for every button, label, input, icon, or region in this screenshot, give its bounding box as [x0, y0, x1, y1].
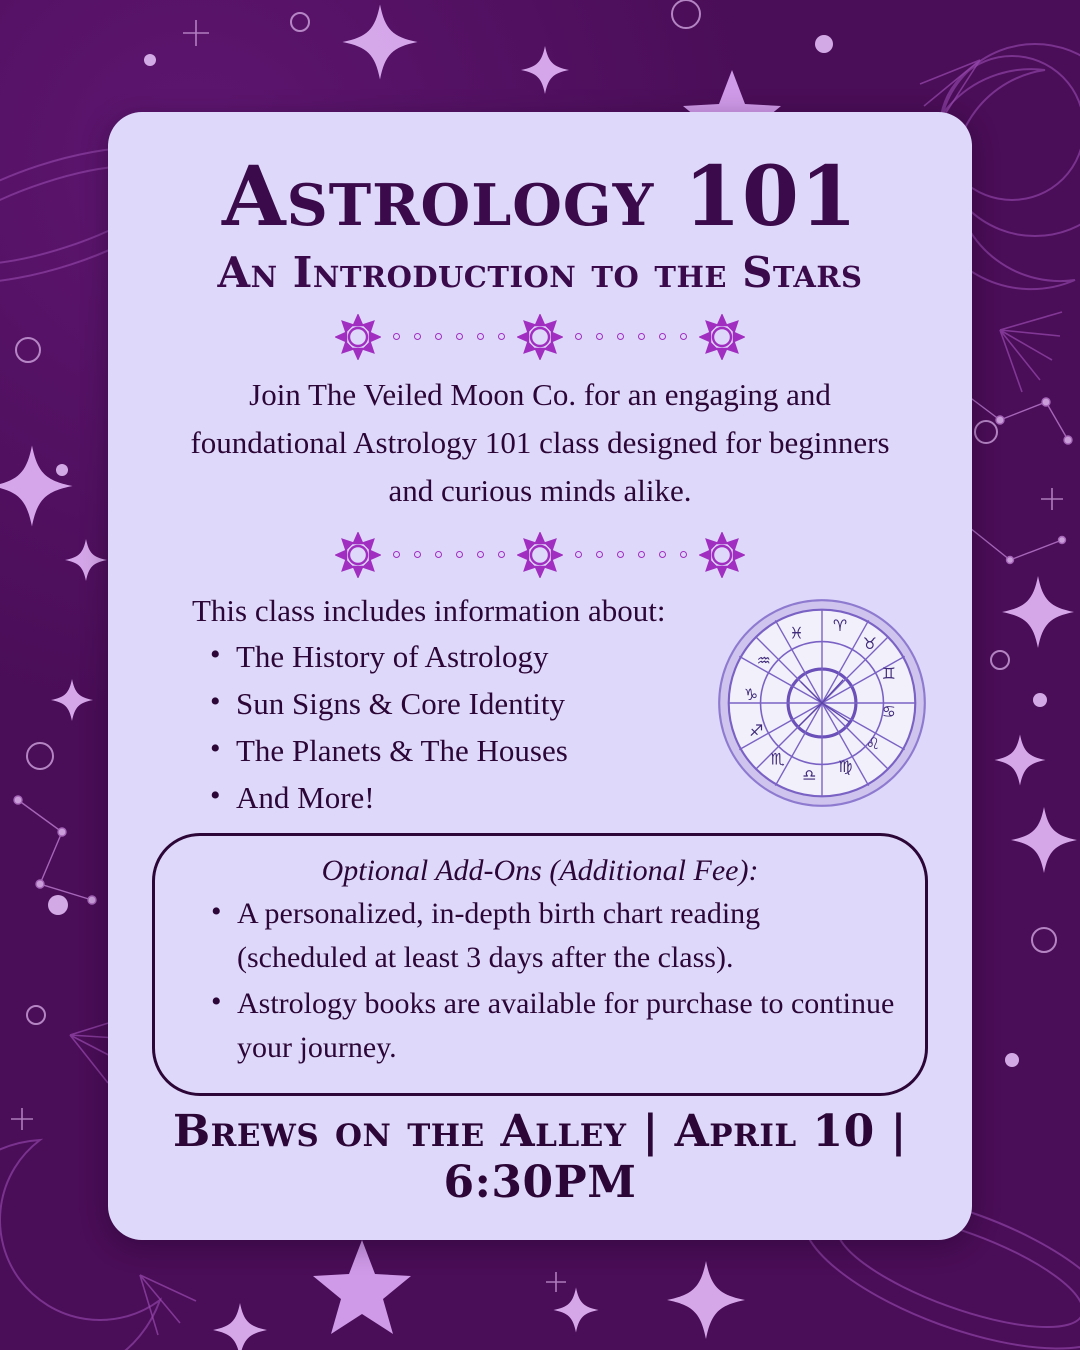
addons-box — [152, 833, 928, 1096]
dot-icon — [498, 551, 505, 558]
includes-list — [170, 633, 716, 821]
includes-heading: This class includes information about: — [192, 592, 666, 628]
svg-text:♈: ♈ — [832, 615, 848, 635]
event-details: Brews on the Alley | April 10 | 6:30PM — [172, 1106, 908, 1208]
svg-text:♍: ♍ — [838, 756, 853, 776]
dot-icon — [575, 551, 582, 558]
includes-section — [152, 593, 928, 821]
dot-icon — [435, 333, 442, 340]
svg-text:♉: ♉ — [862, 633, 877, 653]
dot-chain — [563, 333, 699, 340]
dot-icon — [498, 333, 505, 340]
dot-chain — [381, 333, 517, 340]
content-card — [108, 112, 972, 1240]
list-item: • The Planets & The Houses — [210, 727, 716, 774]
dot-icon — [659, 333, 666, 340]
divider-middle — [152, 531, 928, 579]
dot-icon — [435, 551, 442, 558]
svg-text:♓: ♓ — [789, 623, 804, 643]
addons-list — [185, 892, 895, 1069]
dot-icon — [477, 551, 484, 558]
page-subtitle: An Introduction to the Stars — [217, 247, 863, 297]
includes-text — [152, 593, 716, 821]
dot-icon — [659, 551, 666, 558]
dot-icon — [617, 333, 624, 340]
dot-icon — [393, 551, 400, 558]
sun-burst-icon — [517, 314, 563, 360]
list-item: • And More! — [210, 774, 716, 821]
dot-icon — [414, 333, 421, 340]
list-item: • The History of Astrology — [210, 633, 716, 680]
sun-burst-icon — [699, 532, 745, 578]
dot-chain — [381, 551, 517, 558]
intro-paragraph: Join The Veiled Moon Co. for an engaging and foundational Astrology 101 class designed for beginners and curious minds alike. — [190, 376, 890, 508]
dot-icon — [596, 551, 603, 558]
dot-icon — [680, 551, 687, 558]
sun-burst-icon — [517, 532, 563, 578]
zodiac-wheel — [716, 597, 928, 809]
dot-icon — [456, 551, 463, 558]
list-item: • Astrology books are available for purchase to continue your journey. — [211, 982, 895, 1070]
svg-text:♏: ♏ — [770, 749, 785, 769]
svg-text:♌: ♌ — [865, 733, 881, 753]
dot-icon — [414, 551, 421, 558]
dot-chain — [563, 551, 699, 558]
svg-text:♊: ♊ — [881, 663, 896, 683]
dot-icon — [596, 333, 603, 340]
sun-burst-icon — [699, 314, 745, 360]
dot-icon — [638, 333, 645, 340]
sun-burst-icon — [335, 532, 381, 578]
dot-icon — [393, 333, 400, 340]
svg-text:♋: ♋ — [881, 701, 896, 721]
zodiac-wheel-holder — [716, 597, 928, 814]
list-item: • A personalized, in-depth birth chart reading (scheduled at least 3 days after the class). — [211, 892, 895, 980]
dot-icon — [575, 333, 582, 340]
page-title: Astrology 101 — [221, 149, 859, 245]
svg-text:♒: ♒ — [756, 650, 771, 670]
dot-icon — [638, 551, 645, 558]
dot-icon — [617, 551, 624, 558]
list-item: • Sun Signs & Core Identity — [210, 680, 716, 727]
dot-icon — [680, 333, 687, 340]
divider-top — [152, 313, 928, 361]
svg-text:♐: ♐ — [749, 720, 764, 740]
svg-text:♎: ♎ — [802, 765, 817, 785]
sun-burst-icon — [335, 314, 381, 360]
dot-icon — [477, 333, 484, 340]
dot-icon — [456, 333, 463, 340]
addons-heading: Optional Add-Ons (Additional Fee): — [321, 854, 759, 888]
svg-text:♑: ♑ — [743, 684, 759, 704]
